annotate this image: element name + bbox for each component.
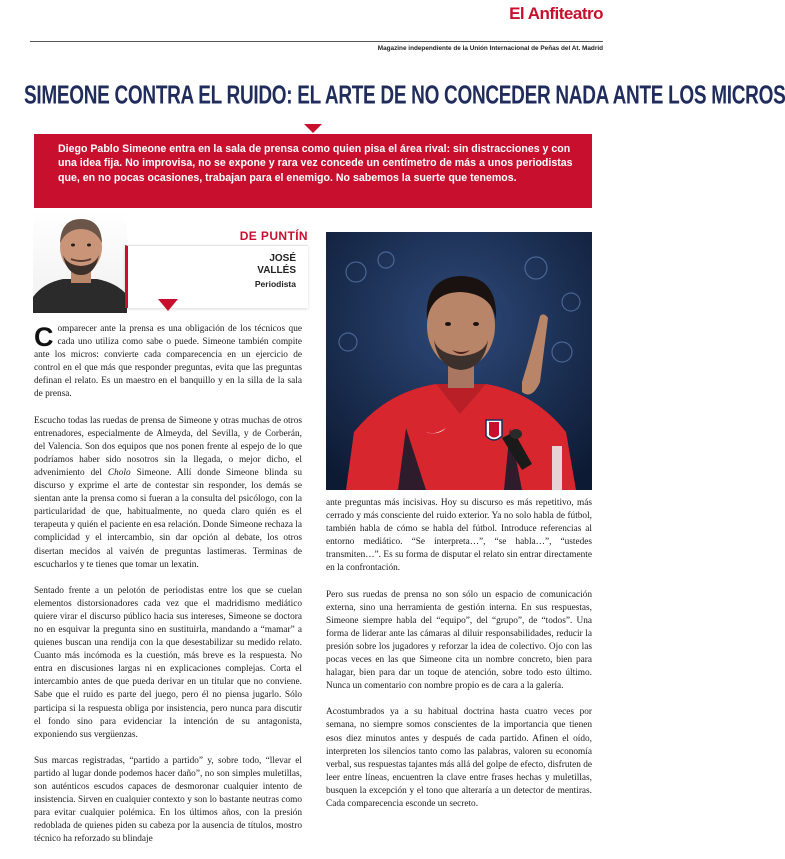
paragraph-text: Simeone. Allí donde Simeone blinda su discurso y exprime el arte de contestar sin responder, los demás se sientan ante la prensa como si fueran a la consulta del psicólogo, con la particularidad de que, habitualmente, no queda claro quién es el terapeuta y quién el paciente en esa relación. Donde Simeone rechaza la complicidad y el intercambio, sin dar opción al debate, los otros disertan mecidos al vaivén de preguntas lastimeras. Terminas de escucharlos y te tienes que tomar un lexatin.: [34, 467, 303, 570]
author-role: Periodista: [254, 279, 296, 289]
paragraph-text: omparecer ante la prensa es una obligación de los técnicos que cada uno utiliza como sabe o puede. Simeone también compite ante los micros: convierte cada comparecencia en un ejercicio de control en el que más que responder preguntas, evita que las preguntas definan el relato. Es un maestro en el banquillo y en la silla de la sala de prensa.: [34, 324, 302, 400]
author-byline: [30, 207, 308, 312]
article-paragraph: [34, 415, 302, 572]
magazine-brand: El Anfiteatro: [509, 4, 603, 23]
author-photo: [33, 209, 127, 313]
author-first-name: JOSÉ: [269, 253, 296, 264]
section-label: DE PUNTÍN: [239, 229, 308, 243]
paragraph-text: Escucho todas las ruedas de prensa de Simeone y otras muchas de otros entrenadores, especialmente de Almeyda, del Sevilla, y de Corberán, del Valencia. Son dos equipos que nos ponen frente al espejo de lo que podríamos haber sido nosotros sin la llegada, o mejor dicho, el advenimiento del: [34, 415, 302, 478]
masthead-rule: [30, 41, 603, 42]
simeone-photo: [326, 232, 592, 490]
article-headline: SIMEONE CONTRA EL RUIDO: EL ARTE DE NO CONCEDER NADA ANTE LOS MICROS: [24, 82, 785, 111]
drop-cap: C: [34, 322, 54, 352]
article-paragraph: ante preguntas más incisivas. Hoy su discurso es más repetitivo, más cerrado y más consciente del ruido exterior. Ya no solo habla de fútbol, también habla de cómo se habla del fútbol. Introduce referencias al entorno mediático. “Se interpreta…”, “se habla…”, “ustedes transmiten…”. Es su forma de disputar el relato sin entrar directamente en la confrontación.: [326, 498, 592, 574]
author-card: [125, 245, 308, 308]
headline-pointer-icon: [304, 124, 322, 133]
article-column-right: [326, 497, 592, 824]
article-paragraph: Sus marcas registradas, “partido a partido” y, sobre todo, “llevar el partido al lugar donde podemos hacer daño”, no son simples muletillas, son auténticos escudos capaces de desmoronar cualquier intento de insistencia. Sirven en cualquier contexto y son lo bastante neutras como para evitar cualquier polémica. En los últimos años, con la presión redoblada de quienes piden su cabeza por la ausencia de títulos, mostro técnico ha reforzado su blindaje: [34, 755, 302, 845]
article-column-left: [34, 323, 302, 859]
article-lead: Diego Pablo Simeone entra en la sala de prensa como quien pisa el área rival: sin distracciones y con una idea fija. No improvisa, no se expone y rara vez concede un centímetro de más a unos periodistas que, en no pocas ocasiones, trabajan para el enemigo. No sabemos la suerte que tenemos.: [34, 134, 592, 208]
author-last-name: VALLÉS: [257, 265, 296, 276]
byline-pointer-icon: [158, 299, 178, 311]
magazine-tagline: Magazine independiente de la Unión Internacional de Peñas del At. Madrid: [377, 45, 603, 52]
article-paragraph: [34, 323, 302, 402]
article-paragraph: Pero sus ruedas de prensa no son sólo un espacio de comunicación externa, sino una herramienta de gestión interna. En sus respuestas, Simeone siempre habla del “equipo”, del “grupo”, de “todos”. Una forma de liderar ante las cámaras al diluir responsabilidades, reducir la presión sobre los jugadores y reforzar la idea de colectivo. Ojo con las pocas veces en las que Simeone cita un nombre concreto, bien para halagar, bien para dar un toque de atención, sobre todo esto último. Nunca un comentario con nombre propio es de cara a la galería.: [326, 589, 592, 692]
article-paragraph: Acostumbrados ya a su habitual doctrina hasta cuatro veces por semana, no siempre somos conscientes de la importancia que tienen esos diez minutos antes y después de cada partido. Afinen el oído, interpreten los silencios tanto como las palabras, valoren su economía verbal, sus respuestas tajantes más allá del golpe de efecto, disfruten de leer entre líneas, encuentren la clave entre frases hechas y muletillas, busquen la excepción y el tono que alteraría a un detector de mentiras. Cada comparecencia esconde un secreto.: [326, 707, 592, 809]
paragraph-emphasis: Cholo: [107, 467, 131, 478]
article-paragraph: Sentado frente a un pelotón de periodistas entre los que se cuelan elementos distorsionadores cada vez que el madridismo mediático quiere virar el discurso público hacia sus intereses, Simeone se doctora no en esquivar la pregunta sino en sustituirla, mandando a “mamar” a quienes buscan una rendija con la que desestabilizar su medido relato. Cuanto más incómoda es la cuestión, más breve es la respuesta. No entra en discusiones largas ni en explicaciones complejas. Corta el intercambio antes de que pueda derivar en un titular que no conviene. Sabe que el ruido es parte del juego, pero él no piensa jugarlo. Sólo participa si la respuesta obliga por insistencia, pero nunca para discutir el fondo sino para evidenciar la intención de su antagonista, exponiendo sus vergüenzas.: [34, 585, 302, 740]
